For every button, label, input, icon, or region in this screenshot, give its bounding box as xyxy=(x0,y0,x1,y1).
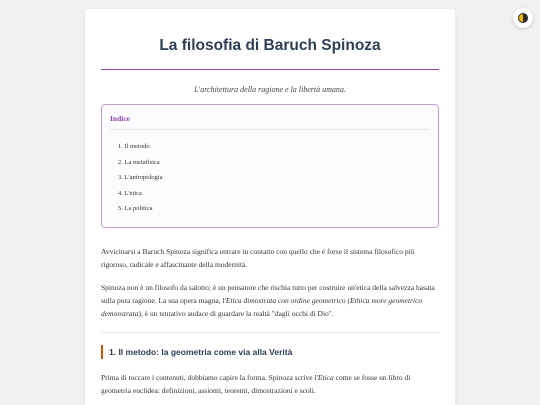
section-paragraph-1 xyxy=(101,371,439,397)
toc-list xyxy=(110,139,430,217)
section-p1-text: Prima di toccare i contenuti, dobbiamo capire la forma. Spinoza scrive l' xyxy=(101,373,318,382)
toc-item-metafisica[interactable]: 2. La metafisica xyxy=(118,158,160,166)
intro-p2-text-end: ), è un tentativo audace di guardare la realtà "dagli occhi di Dio". xyxy=(138,309,334,318)
section-heading-metodo: 1. Il metodo: la geometria come via alla Verità xyxy=(101,345,439,359)
intro-p2-emphasis-title: Etica dimostrata con ordine geometrico xyxy=(225,296,346,305)
table-of-contents xyxy=(101,104,439,228)
toc-item-etica[interactable]: 4. L'etica xyxy=(118,189,142,197)
intro-paragraph-2 xyxy=(101,281,439,320)
intro-p2-emphasis-latin: Ethica more geometrico demonstrata xyxy=(101,296,423,318)
toc-item-politica[interactable]: 5. La politica xyxy=(118,205,153,213)
intro-p2-text: Spinoza non è un filosofo da salotto; è un pensatore che rischia tutto per costruire un'etica della salvezza basata sulla pura ragione. La sua opera magna, l' xyxy=(101,283,435,305)
article-card xyxy=(85,9,455,405)
toc-item-antropologia[interactable]: 3. L'antropologia xyxy=(118,174,163,182)
intro-p2-text-mid: ( xyxy=(345,296,350,305)
page-title: La filosofia di Baruch Spinoza xyxy=(101,9,439,70)
page-subtitle: L'architettura della ragione e la libertà umana. xyxy=(194,85,346,94)
intro-paragraph-1: Avvicinarsi a Baruch Spinoza significa entrare in contatto con quello che è forse il sistema filosofico più rigoroso, radicale e affascinante della modernità. xyxy=(101,247,415,269)
divider xyxy=(101,332,439,333)
toc-heading: Indice xyxy=(110,114,430,130)
theme-toggle-button[interactable] xyxy=(513,8,533,28)
half-circle-icon xyxy=(518,13,528,23)
section-p1-text-end: come se fosse un libro di geometria euclidea: definizioni, assiomi, teoremi, dimostrazioni e scoli. xyxy=(101,373,411,395)
toc-item-metodo[interactable]: 1. Il metodo xyxy=(118,143,150,150)
section-p1-emphasis: Etica xyxy=(317,373,334,382)
